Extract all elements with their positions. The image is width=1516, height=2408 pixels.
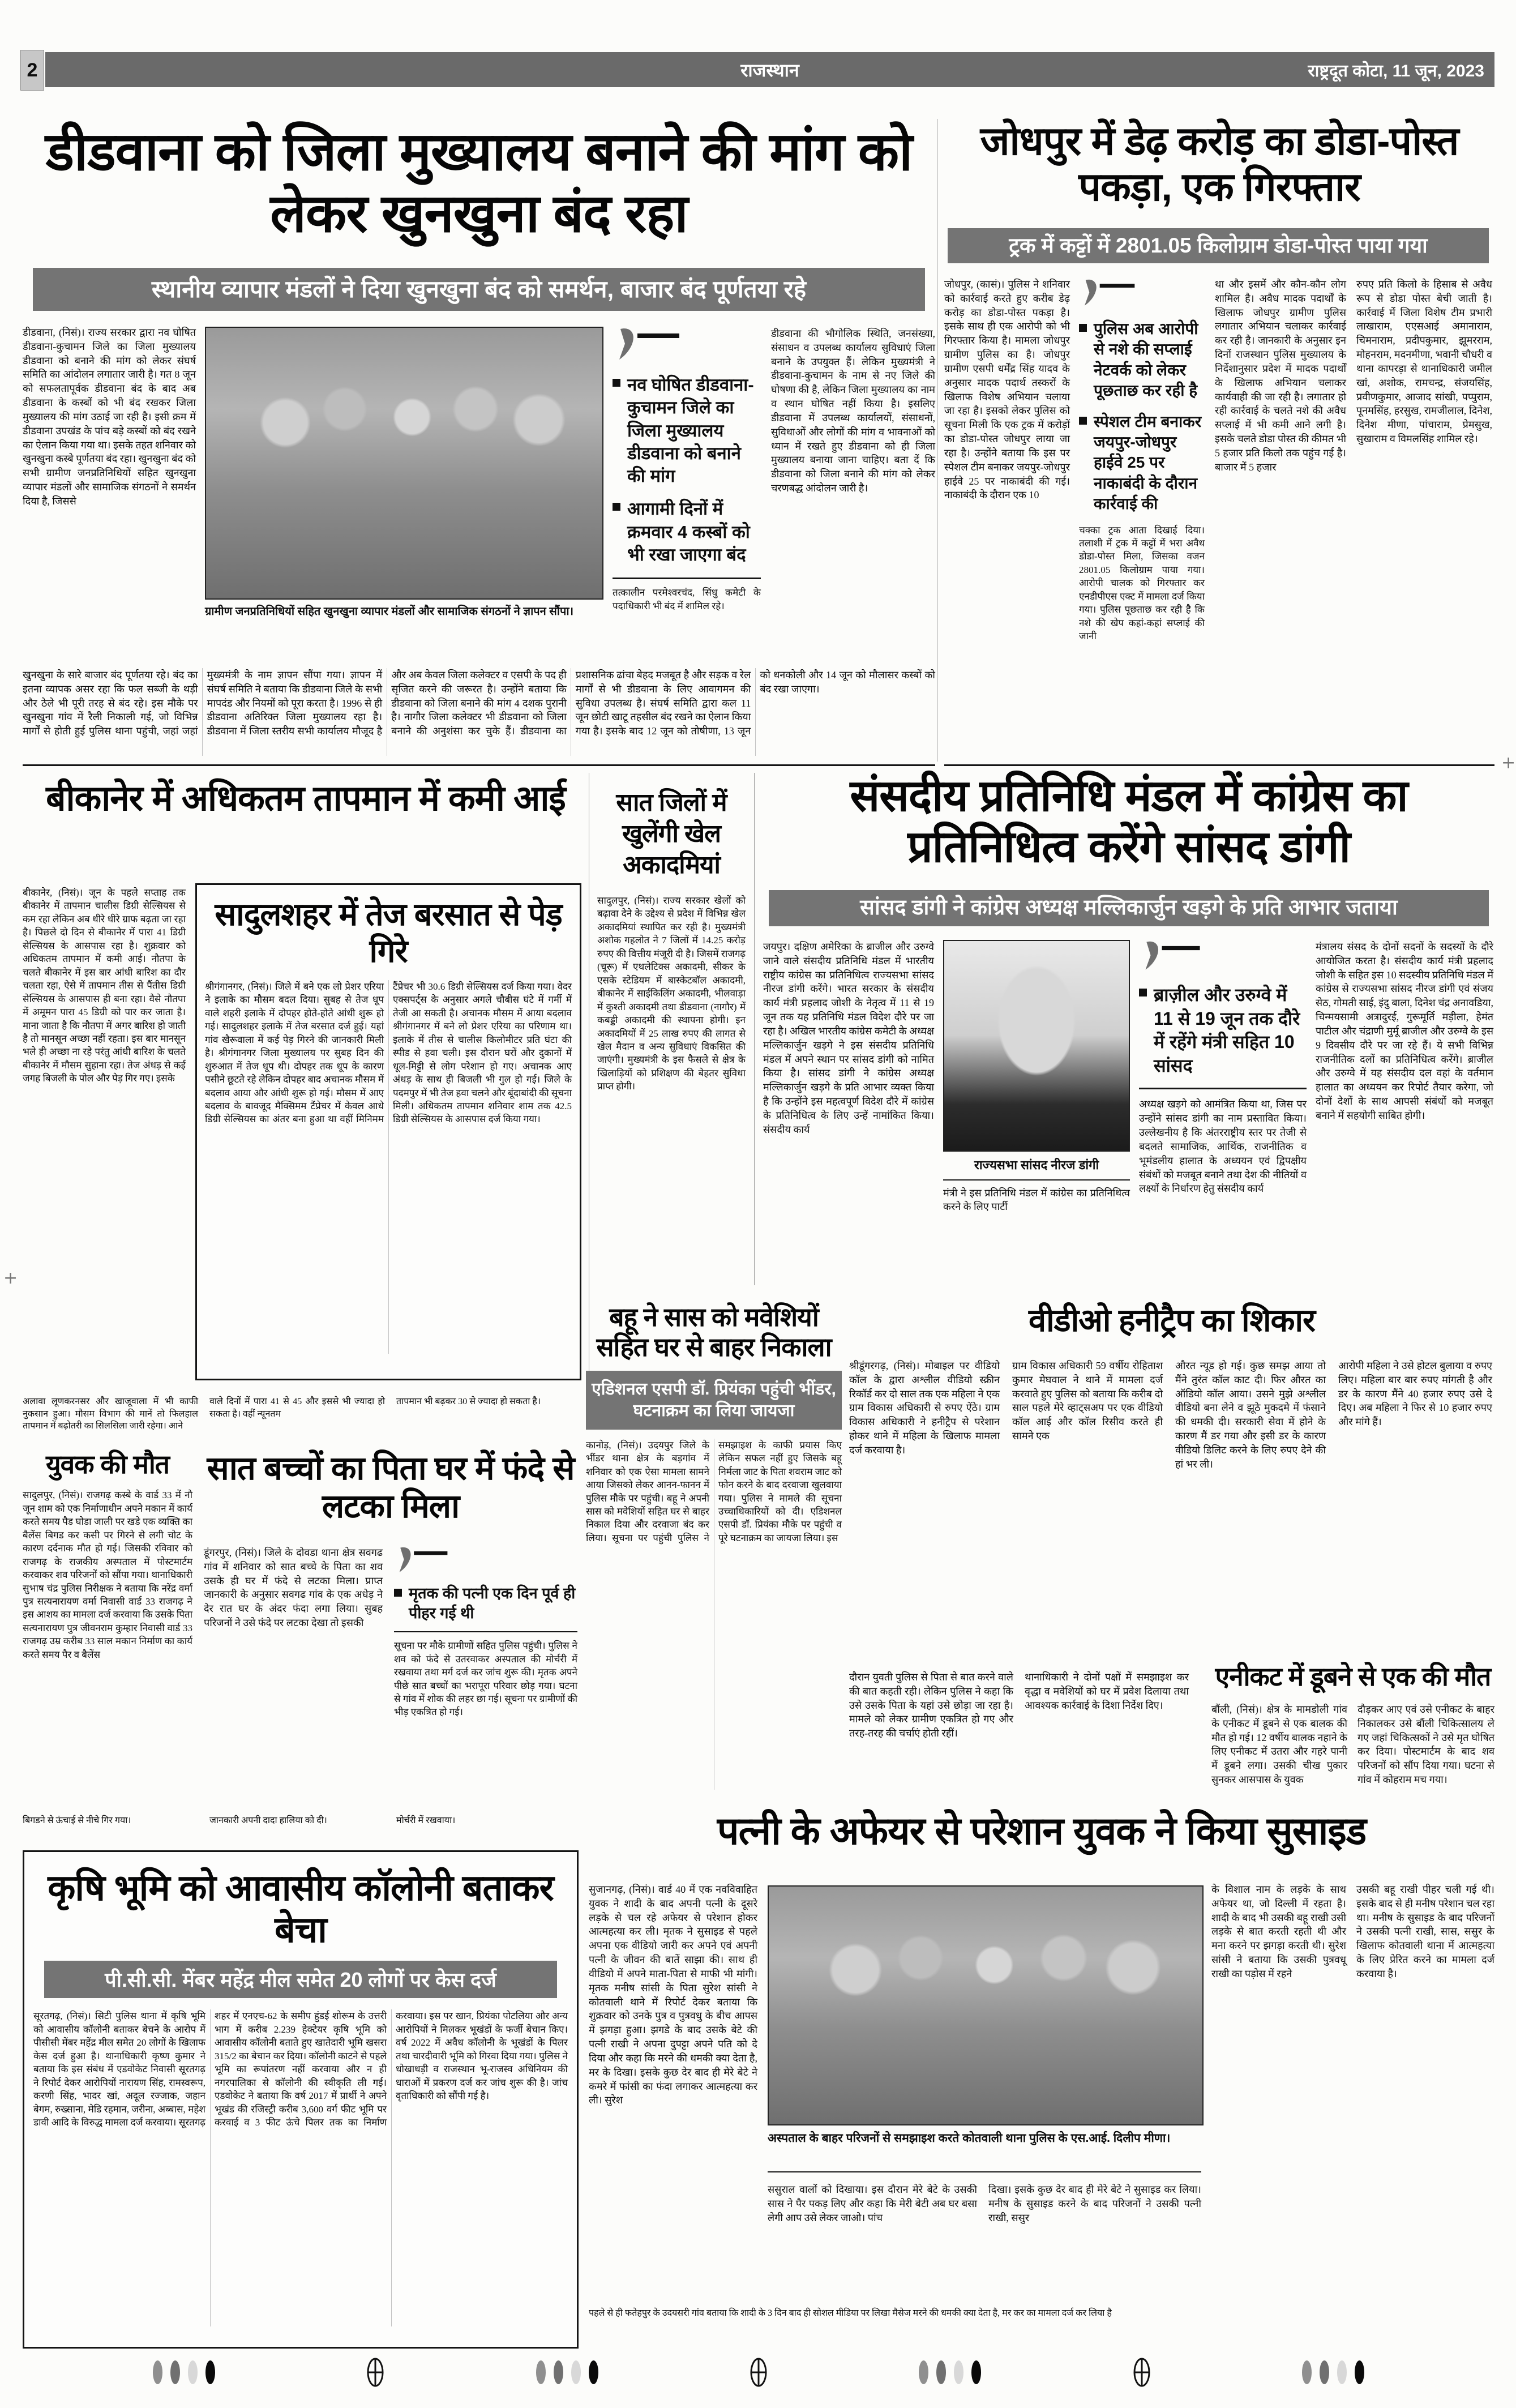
bahu-headline: बहू ने सास को मवेशियों सहित घर से बाहर निकाला — [596, 1302, 832, 1362]
article-khel — [597, 787, 746, 1093]
pointer-arrow-icon — [613, 327, 680, 363]
sadulshahar-headline: सादुलशहर में तेज बरसात से पेड़ गिरे — [215, 896, 562, 969]
bikaner-cont3: तापमान भी बढ़कर 30 से ज्यादा हो सकता है। — [396, 1397, 541, 1406]
pointer-arrow-icon — [1079, 277, 1136, 309]
didwana-headline: डीडवाना को जिला मुख्यालय बनाने की मांग को लेकर खुनखुना बंद रहा — [45, 122, 913, 243]
jodhpur-col2-below: चक्का ट्रक आता दिखाई दिया। तलाशी में ट्रक में कट्टों में भरा अवैध डोडा-पोस्त मिला, जिसका वजन 2801.05 किलोग्राम पाया गया। आरोपी चालक को गिरफ्तार कर एनडीपीएस एक्ट में मामला दर्ज किया गया। पुलिस पूछताछ कर रही है कि नशे की खेप कहां-कहां सप्लाई की जानी — [1079, 524, 1205, 642]
masthead-bar — [45, 52, 1494, 87]
registration-dots — [1302, 2360, 1364, 2384]
anicut-c1: बौंली, (निसं)। क्षेत्र के मामडोली गांव के एनीकट में डूबने से एक बालक की मौत हो गई। 12 वर्षीय बालक नहाने के लिए एनीकट में उतरा और गहरे पानी में डूबने लगा। उसकी चीख पुकार सुनकर आसपास के युवक — [1211, 1704, 1347, 1786]
didwana-subhead — [33, 268, 925, 311]
krishi-c1: सूरतगढ़, (निसं)। सिटी पुलिस थाना में कृषि भूमि को आवासीय कॉलोनी बताकर बेचने के आरोप में पीसीसी मेंबर महेंद्र मील समेत 20 लोगों के खिलाफ केस दर्ज हुआ है। थानाधिकारी कृष्ण कुमार ने बताया कि इस संबंध में एडवोकेट निवासी सूरतगढ़ ने रिपोर्ट देकर आरोपियों नारायण सिंह, रामस्वरूप, करणी सिंह, भादर खां, अदूल रज्जाक, जहान बेगम, रुख्साना, मेडि रहमान, जरीना, अब्बास, महेश डावी आदि के विरुद्ध मामला दर्ज करवाया। सूरतगढ़ शहर में एनएच-62 के — [33, 2011, 288, 2128]
page-number: 2 — [27, 59, 38, 81]
jodhpur-col4: रुपए प्रति किलो के हिसाब से अवैध रूप से डोडा पोस्त बेची जाती है। कार्रवाई में जिला विशेष टीम प्रभारी लाखाराम, एएसआई अमानाराम, चिमनाराम, प्रदीपकुमार, झूमरराम, मोहनराम, मदनमीणा, भवानी चौधरी व थाना कापरड़ा से थानाधिकारी जमील खां, अशोक, रामचन्द्र, संजयसिंह, प्रवीणकुमार, आजाद सांखी, पप्पुराम, पूनमसिंह, हरसुख, रामजीलाल, दिनेश, दिनेश मीणा, पांचाराम, प्रेमसुख, सुखाराम व विमलसिंह शामिल रहे। — [1356, 279, 1492, 445]
jodhpur-headline: जोधपुर में डेढ़ करोड़ का डोडा-पोस्त पकड़ा, एक गिरफ्तार — [980, 119, 1459, 209]
article-dangi — [763, 770, 1494, 1285]
tail-fragment-2: जानकारी अपनी दादा हालिया को दी। — [209, 1816, 327, 1825]
bahu-c4: थानाधिकारी ने दोनों पक्षों में समझाइश कर वृद्धा व मवेशियों को घर में प्रवेश दिलाया तथा आवश्यक कार्रवाई के दिशा निर्देश दिए। — [1025, 1671, 1189, 1711]
bullet-square-icon — [613, 379, 620, 387]
jodhpur-bullet-1: पुलिस अब आरोपी से नशे की सप्लाई नेटवर्क को लेकर पूछताछ कर रही है — [1094, 320, 1198, 400]
didwana-bullet-box — [613, 327, 761, 613]
patni-col1: सुजानगढ़, (निसं)। वार्ड 40 में एक नवविवाहित युवक ने शादी के बाद अपनी पत्नी के दूसरे लड़के से चल रहे अफेयर से परेशान होकर आत्महत्या कर ली। मृतक ने सुसाइड से पहले अपना एक वीडियो जारी कर अपने एवं अपनी पत्नी के जीवन की बातें साझा की। साथ ही वीडियो में अपने माता-पिता से माफी भी मांगी। मृतक मनीष सांसी के पिता सुरेश सांसी ने कोतवाली थाने में रिपोर्ट देकर बताया कि शुक्रवार को उनके पुत्र व पुत्रवधु के बीच आपस में झगड़ा हुआ। झगडे के बाद उसके बेटे की पत्नी राखी ने अपना दुपट्टा अपने पति को दे दिया और कहा कि मरने की धमकी क्या देता है, मर के दिखा। इसके कुछ देर बाद ही मेरे बेटे ने कमरे में फांसी का फंदा लगाकर आत्महत्या कर ली। सुरेश — [589, 1884, 757, 2106]
bahu-body — [586, 1439, 842, 1790]
saat-bullet: मृतक की पत्नी एक दिन पूर्व ही पीहर गई थी — [409, 1585, 576, 1622]
registration-dots — [153, 2360, 215, 2384]
article-krishi — [23, 1850, 579, 2349]
register-cross-icon: + — [3, 1268, 18, 1288]
tail-fragment-3: मोर्चरी में रखवाया। — [396, 1816, 456, 1825]
registration-circle-icon — [366, 2358, 385, 2387]
article-anicut — [1211, 1662, 1494, 1786]
jodhpur-subhead — [948, 228, 1489, 263]
bullet-square-icon — [1079, 324, 1087, 332]
registration-dots — [536, 2360, 598, 2384]
tail-fragment-1: बिगडने से ऊंचाई से नीचे गिर गया। — [23, 1816, 131, 1825]
video-headline: वीडीओ हनीट्रैप का शिकार — [1029, 1302, 1315, 1338]
dangi-photo-col — [943, 940, 1130, 1214]
dangi-col1: जयपुर। दक्षिण अमेरिका के ब्राजील और उरुग्वे जाने वाले संसदीय प्रतिनिधि मंडल में भारतीय राष्ट्रीय कांग्रेस का प्रतिनिधित्व राज्यसभा सांसद नीरज डांगी करेंगे। भारत सरकार के संसदीय कार्य मंत्री प्रहलाद जोशी के नेतृत्व में 11 से 19 जून तक यह प्रतिनिधि मंडल विदेश दौरे पर जा रहा है। अखिल भारतीय कांग्रेस कमेटी के अध्यक्ष मल्लिकार्जुन खड़गे ने इस संसदीय प्रतिनिधि मंडल में अपने स्थान पर सांसद डांगी को नामित किया है। सांसद डांगी ने कांग्रेस अध्यक्ष मल्लिकार्जुन खड़गे के प्रति आभार व्यक्त किया है कि उन्होंने इस महत्वपूर्ण विदेश दौरे में कांग्रेस के प्रतिनिधित्व के लिए उन्हें नामांकित किया। संसदीय कार्य — [763, 941, 934, 1135]
bullet-square-icon — [394, 1589, 402, 1597]
dangi-photo-caption: राज्यसभा सांसद नीरज डांगी — [974, 1158, 1099, 1172]
patni-bottom-line: पहले से ही फतेहपुर के उदयसरी गांव बताया कि शादी के 3 दिन बाद ही सोशल मीडिया पर लिखा मैसेज मरने की धमकी क्या देता है, मर कर का मामला दर्ज कर लिया है — [589, 2308, 1112, 2318]
page-number-box — [20, 50, 44, 91]
registration-circle-icon — [749, 2358, 768, 2387]
didwana-continuation: खुनखुना के सारे बाजार बंद पूर्णतया रहे। बंद का इतना व्यापक असर रहा कि फल सब्जी के थड़ी और ठेले भी पूरी तरह से बंद रहे। इस मौके पर खुनखुना गांव में रैली निकाली गई, जो विभिन्न मार्गों से होती हुई पुलिस थाना पहुंची, जहां जहां मुख्यमंत्री के नाम ज्ञापन सौंपा गया। ज्ञापन में संघर्ष समिति ने बताया कि डीडवाना जिले के सभी मापदंड और नियमों को पूरा करता है। 1996 से ही डीडवाना अतिरिक्त जिला मुख्यालय रहा है। डीडवाना में जिला स्तरीय सभी कार्यालय मौजूद है और अब केवल जिला कलेक्टर व एसपी के पद ही सृजित करने की जरूरत है। उन्होंने बताया कि डीडवाना को जिला बनाने की मांग 4 दशक पुरानी है। नागौर जिला कलेक्टर भी डीडवाना को जिला बनाने की अनुशंसा कर चुके हैं। डीडवाना का प्रशासनिक ढांचा बेहद मजबूत है और सड़क व रेल मार्गों से भी डीडवाना के लिए आवागमन की सुविधा उपलब्ध है। संघर्ष समिति द्वारा कल 11 जून छोटी खाटू तहसील बंद रखने का ऐलान किया गया है। इसके बाद 12 जून को तोषीणा, 13 जून को धनकोली और 14 जून को मौलासर कस्बों को बंद रखा जाएगा। — [23, 669, 935, 737]
article-sadulshahar — [195, 883, 581, 1380]
video-c3: औरत न्यूड हो गई। कुछ समझ आया तो मैंने तुरंत कॉल काट दी। फिर औरत का ऑडियो कॉल आया। उसने मुझे अश्लील वीडियो बना लेने व झूठे मुकदमे में फंसाने की धमकी दी। सरकारी सेवा में होने के कारण मैं डर गया और इसी डर के कारण वीडियो डिलिट करने के लिए रुपए देने की हां भर ली। — [1175, 1360, 1326, 1470]
registration-circle-icon — [1132, 2358, 1151, 2387]
jodhpur-col1: जोधपुर, (कासं)। पुलिस ने शनिवार को कार्रवाई करते हुए करीब डेढ़ करोड़ का डोडा-पोस्त पकड़ा है। इसके साथ ही एक आरोपी को भी गिरफ्तार किया है। मामला जोधपुर ग्रामीण पुलिस का है। जोधपुर ग्रामीण एसपी धर्मेंद्र सिंह यादव के अनुसार मादक पदार्थ तस्करों के खिलाफ विशेष अभियान चलाया जा रहा है। इसको लेकर पुलिस को सूचना मिली कि एक ट्रक में करोड़ों का डोडा-पोस्त जोधपुर लाया जा रहा है। उन्होंने बताया कि इस पर स्पेशल टीम बनाकर जयपुर-जोधपुर हाईवे 25 पर नाकाबंदी की गई। नाकाबंदी के दौरान एक 10 — [944, 279, 1070, 501]
didwana-photo-caption: ग्रामीण जनप्रतिनिधियों सहित खुनखुना व्यापार मंडलों और सामाजिक संगठनों ने ज्ञापन सौंपा। — [205, 605, 574, 618]
edition-date: राष्ट्रदूत कोटा, 11 जून, 2023 — [1308, 61, 1484, 80]
dangi-under-photo: मंत्री ने इस प्रतिनिधि मंडल में कांग्रेस का प्रतिनिधित्व करने के लिए पार्टी — [943, 1187, 1130, 1213]
bikaner-headline: बीकानेर में अधिकतम तापमान में कमी आई — [46, 779, 566, 818]
pointer-arrow-icon — [394, 1546, 448, 1575]
saat-headline: सात बच्चों का पिता घर में फंदे से लटका मिला — [207, 1450, 575, 1525]
article-yuvak — [23, 1449, 192, 1661]
patni-photo — [768, 1885, 1204, 2125]
article-video — [849, 1302, 1494, 1470]
bahu-c3: दौरान युवती पुलिस से पिता से बात करने वाले की बात कहती रही। लेकिन पुलिस ने कहा कि उसे उसके पिता के यहां उसे छोड़ा जा रहा है। मामले को लेकर ग्रामीण एकत्रित हो गए और तरह-तरह की चर्चाएं होती रहीं। — [849, 1671, 1013, 1739]
jodhpur-col3: था और इसमें और कौन-कौन लोग शामिल है। अवैध मादक पदार्थों के खिलाफ जोधपुर ग्रामीण पुलिस लगातार अभियान चलाकर कार्रवाई कर रही है। जानकारी के अनुसार इन दिनों राजस्थान पुलिस मुख्यालय के निर्देशानुसार प्रदेश में मादक पदार्थों के खिलाफ अभियान चलाकर कार्यवाही की जा रही है। लगातार हो रही कार्रवाई के चलते नशे की अवैध सप्लाई में भी कमी आने लगी है। इसके चलते डोडा पोस्त की कीमत भी 5 हजार प्रति किलो तक पहुंच गई है। बाजार में 5 हजार — [1215, 279, 1346, 473]
bahu-c2: काफी प्रयास किए लेकिन सफल नहीं हुए जिसके बहू निर्मला जाट के पिता शवराम जाट को फोन करने के बाद दरवाजा खुलवाया गया। पुलिस ने मामले की सूचना उच्चाधिकारियों को दी। एडिशनल एसपी डॉ. प्रियंका मौके पर पहुंची व पूरे घटनाक्रम का जायजा लिया। इस — [718, 1439, 842, 1543]
dangi-bullet: ब्राज़ील और उरुग्वे में 11 से 19 जून तक दौरे में रहेंगे मंत्री सहित 10 सांसद — [1154, 985, 1300, 1076]
didwana-bullet-2: आगामी दिनों में क्रमवार 4 कस्बों को भी रखा जाएगा बंद — [627, 499, 750, 565]
article-saat — [204, 1449, 577, 1718]
jodhpur-bullet-2: स्पेशल टीम बनाकर जयपुर-जोधपुर हाईवे 25 पर नाकाबंदी के दौरान कार्रवाई की — [1094, 412, 1202, 513]
bahu-subhead — [586, 1371, 842, 1430]
patni-mid2: दिखा। इसके कुछ देर बाद ही मेरे बेटे ने सुसाइड कर लिया। मनीष के सुसाइड करने के बाद परिजनों ने उसकी पत्नी राखी, ससुर — [988, 2184, 1201, 2223]
dangi-col4: मंत्रालय संसद के दोनों सदनों के सदस्यों के दौरे आयोजित करता है। संसदीय कार्य मंत्री प्रहलाद जोशी के सहित इस 10 सदस्यीय प्रतिनिधि मंडल में कांग्रेस से राज्यसभा सांसद नीरज डांगी एवं संजय सेठ, गोमती साई, इंदु बाला, दिनेश चंद्र अनावडिया, चिन्मयसामी अत्रादुरई, गुरूमूर्ति मड़ीला, हेमंत पाटील और चंद्राणी मुर्मू ब्राजील और उरुग्वे के इस 9 दिवसीय दौरे पर जा रहे हैं। ये सभी विभिन्न राजनीतिक दलों का प्रतिनिधित्व करेंगे। ब्राजील और उरुग्वे में यह संसदीय दल वहां के वर्तमान हालात का अध्ययन कर रिपोर्ट तैयार करेगा, जो दोनों देशों के साथ आपसी संबंधों को मजबूत बनाने में सहयोगी साबित होगी। — [1316, 941, 1493, 1121]
register-cross-icon: + — [1501, 753, 1516, 773]
article-jodhpur — [944, 116, 1494, 766]
krishi-body — [33, 2009, 568, 2326]
patni-headline: पत्नी के अफेयर से परेशान युवक ने किया सुसाइड — [717, 1810, 1367, 1853]
krishi-subhead — [44, 1961, 557, 1998]
article-didwana — [23, 116, 935, 766]
krishi-headline: कृषि भूमि को आवासीय कॉलोनी बताकर बेचा — [48, 1867, 554, 1951]
pointer-arrow-icon — [1139, 940, 1201, 973]
column-divider — [754, 773, 755, 1285]
yuvak-body: सादुलपुर, (निसं)। राजगढ़ कस्बे के वार्ड 33 में नौ जून शाम को एक निर्माणाधीन अपने मकान में कार्य करते समय पैड घोडा जाली पर खडे एक व्यक्ति का बैलेंस बिगड कर कसी पर गिरने से लगी चोट के कारण दर्दनाक मौत हो गई। जिसकी रविवार को राजगढ़ के राजकीय अस्पताल में पोस्टमार्टम करवाकर शव परिजनों को सौंपा गया। थानाधिकारी सुभाष चंद्र पुलिस निरीक्षक ने बताया कि नरेंद्र वर्मा पुत्र सत्यनारायण वर्मा निवासी वार्ड 33 राजगढ़ ने इस आशय का मामला दर्ज करवाया कि उसके पिता सत्यनारायण पुत्र जीवनराम कुम्हार निवासी वार्ड 33 राजगढ़ उम्र करीब 33 साल मकान निर्माण का कार्य करते समय पैर व बैलेंस — [23, 1490, 192, 1660]
saat-c1: डूंगरपुर, (निसं)। जिले के दोवडा थाना क्षेत्र सवगढ गांव में शनिवार को सात बच्चे के पिता का शव उसके ही घर में फंदे से लटका मिला। प्राप्त जानकारी के अनुसार सवगढ गांव के एक अधेड़ ने देर रात घर के अंदर फंदा लगा लिया। सुबह परिजनों ने उसे फंदे पर लटका देखा तो इसकी — [204, 1547, 383, 1629]
saat-c2: सूचना पर मौके ग्रामीणों सहित पुलिस पहुंची। पुलिस ने शव को फंदे से उतरवाकर अस्पताल की मोर्चरी में रखवाया तथा मर्ग दर्ज कर जांच शुरू की। मृतक अपने पीछे सात बच्चों का भरापूरा परिवार छोड़ गया। घटना से गांव में शोक की लहर छा गई। सूचना पर ग्रामीणों की भीड़ एकत्रित हो गई। — [394, 1640, 577, 1718]
khel-headline: सात जिलों में खुलेंगी खेल अकादमियां — [616, 789, 727, 879]
didwana-col5: डीडवाना की भौगोलिक स्थिति, जनसंख्या, संसाधन व उपलब्ध कार्यालय सुविधाएं जिला बनाने के उपयुक्त हैं। लेकिन मुख्यमंत्री ने डीडवाना-कुचामन के नाम से नए जिले की घोषणा की है, लेकिन जिला मुख्यालय का नाम व स्थान घोषित नहीं किया है। इसलिए डीडवाना में उपलब्ध कार्यालयों, संसाधनों, सुविधाओं और लोगों की मांग व भावनाओं को ध्यान में रखते हुए डीडवाना को ही जिला मुख्यालय बनाया जाना चाहिए। बता दें कि डीडवाना को जिला बनाने की मांग को लेकर चरणबद्ध आंदोलन जारी है। — [771, 328, 935, 494]
patni-col4: के विशाल नाम के लड़के के साथ अफेयर था, जो दिल्ली में रहता है। शादी के बाद भी उसकी बहू राखी उसी लड़के से बात करती रहती थी और मना करने पर झगड़ा करती थी। सुरेश सांसी ने बताया कि उसकी पुत्रवधू राखी का पड़ोस में रहने — [1211, 1884, 1346, 1979]
didwana-subhead-text: स्थानीय व्यापार मंडलों ने दिया खुनखुना बंद को समर्थन, बाजार बंद पूर्णतया रहे — [151, 275, 807, 302]
video-c4: आरोपी महिला ने उसे होटल बुलाया व रुपए लिए। महिला बार बार रुपए मांगती है और डर के कारण मैंने 40 हजार रुपए उसे दे दिए। अब महिला ने फिर से 10 हजार रुपए और मांगे हैं। — [1338, 1360, 1492, 1428]
bullet-square-icon — [1079, 417, 1087, 425]
page-header — [20, 52, 1494, 87]
dangi-subhead-text: सांसद डांगी ने कांग्रेस अध्यक्ष मल्लिकार्जुन खड़गे के प्रति आभार जताया — [860, 896, 1398, 920]
saat-right-col — [394, 1546, 577, 1719]
bullet-square-icon — [613, 503, 620, 511]
article-bahu — [586, 1302, 842, 1806]
didwana-bullet-1: नव घोषित डीडवाना-कुचामन जिले का जिला मुख्यालय डीडवाना को बनाने की मांग — [627, 375, 754, 486]
print-marks — [153, 2355, 1364, 2389]
khel-body: सादुलपुर, (निसं)। राज्य सरकार खेलों को बढ़ावा देने के उद्देश्य से प्रदेश में विभिन्न खेल अकादमियां स्थापित कर रही है। मुख्यमंत्री अशोक गहलोत ने 7 जिलों में 14.25 करोड़ रुपए की वित्तीय मंजूरी दी है। जिसमें राजगढ़ (चूरू) में एथलेटिक्स अकादमी, सीकर के एसके स्टेडियम में बास्केटबॉल अकादमी, बीकानेर में साईकिलिंग अकादमी, भीलवाड़ा में कुश्ती अकादमी तथा डीडवाना (नागौर) में कबड्डी अकादमी की स्थापना होगी। इन अकादमियों में 25 लाख रुपए की लागत से खेल मैदान व अन्य सुविधाएं विकसित की जाएंगी। मुख्यमंत्री के इस फैसले से क्षेत्र के खिलाड़ियों को प्रशिक्षण की बेहतर सुविधा प्राप्त होगी। — [597, 895, 746, 1092]
article-patni — [589, 1809, 1494, 2347]
patni-mid1: ससुराल वालों को दिखाया। इस दौरान मेरे बेटे के उसकी सास ने पैर पकड़ लिए और कहा कि मेरी बेटी अब घर बसा लेगी आप उसे लेकर जाओ। पांच — [768, 2184, 977, 2223]
bikaner-cont2: वाले दिनों में पारा 41 से 45 और इससे भी ज्यादा हो सकता है। वहीं न्यूनतम — [209, 1397, 385, 1419]
section-title: राजस्थान — [740, 59, 799, 80]
video-c2: ग्राम विकास अधिकारी 59 वर्षीय रोहिताश कुमार मेघवाल ने थाने में मामला दर्ज करवाते हुए पुलिस को बताया कि करीब दो साल पहले मेरे व्हाट्सअप पर एक वीडियो कॉल आई और कॉल रिसीव करते ही सामने एक — [1012, 1360, 1163, 1442]
bahu-subhead-text: एडिशनल एसपी डॉ. प्रियंका पहुंची भींडर, घटनाक्रम का लिया जायजा — [592, 1380, 836, 1420]
bahu-c1: कानोड़, (निसं)। उदयपुर जिले के भींडर थाना क्षेत्र के बड़गांव में शनिवार को एक ऐसा मामला सामने आया जिसको लेकर आनन-फानन में पुलिस मौके पर पहुंची। बहू ने अपनी सास को मवेशियों सहित घर से बाहर निकाल दिया और दरवाजा बंद कर लिया। सूचना पर पहुंची पुलिस ने समझाइश के — [586, 1439, 766, 1543]
registration-dots — [919, 2360, 981, 2384]
bullet-square-icon — [1139, 989, 1147, 996]
dangi-col3b: अध्यक्ष खड़गे को आमंत्रित किया था, जिस पर उन्होंने सांसद डांगी का नाम प्रस्तावित किया। उल्लेखनीय है कि अंतरराष्ट्रीय स्तर पर तेजी से बदलते सामाजिक, आर्थिक, राजनीतिक व भूमंडलीय हालात के अध्ययन एवं द्विपक्षीय संबंधों को मजबूत बनाने तथा देश की नीतियों व लक्ष्यों के निर्धारण हेतु संसदीय कार्य — [1139, 1098, 1307, 1195]
bikaner-lead: बीकानेर, (निसं)। जून के पहले सप्ताह तक बीकानेर में तापमान चालीस डिग्री सेल्सियस से कम रहा लेकिन अब धीरे धीरे ग्राफ बढ़ता जा रहा है। पिछले दो दिन से बीकानेर में पारा 41 डिग्री सेल्सियस के आसपास रहा है। शुक्रवार को अधिकतम तापमान में कमी आई। नौतपा के चलते बीकानेर में इस बार आंधी बारिश का दौर चलता रहा, ऐसे में तापमान तीस से पैंतीस डिग्री सेल्सियस के आसपास ही बना रहा। वैसे नौतपा में अमूमन पारा 45 डिग्री को पार कर जाता है। माना जाता है कि नौतपा में अगर बारिश हो जाती है तो मानसून अच्छा नहीं रहता। इस बार मानसून भले ही अच्छा ना रहे परंतु आंधी बारिश के चलते बीकानेर में मौसम सुहाना रहा। तेज अंधड़ से कई जगह बिजली के पोल और पेड़ गिर गए। इसके — [23, 887, 186, 1084]
video-c1: श्रीडूंगरगढ़, (निसं)। मोबाइल पर वीडियो कॉल के द्वारा अश्लील वीडियो स्क्रीन रिकॉर्ड कर दो साल तक एक महिला ने एक ग्राम विकास अधिकारी से रुपए ऐंठे। ग्राम विकास अधिकारी ने हनीट्रैप से परेशान होकर थाने में महिला के खिलाफ मामला दर्ज करवाया है। — [849, 1360, 1000, 1456]
patni-photo-caption: अस्पताल के बाहर परिजनों से समझाइश करते कोतवाली थाना पुलिस के एस.आई. दिलीप मीणा। — [768, 2132, 1171, 2145]
dangi-bullet-col — [1139, 940, 1307, 1196]
krishi-subhead-text: पी.सी.सी. मेंबर महेंद्र मील समेत 20 लोगों पर केस दर्ज — [105, 1968, 496, 1991]
jodhpur-subhead-text: ट्रक में कट्टों में 2801.05 किलोग्राम डोडा-पोस्त पाया गया — [1009, 233, 1428, 257]
sadulshahar-body: श्रीगंगानगर, (निसं)। जिले में बने एक लो प्रेशर एरिया ने इलाके का मौसम बदल दिया। सुबह से तेज धूप वाले शहरी इलाके में दोपहर होते-होते आंधी शुरू हो गई। सादुलशहर इलाके में तेज बरसात दर्ज हुई। यहां गांव खैरूवाला में कई पेड़ गिरने की जानकारी मिली है। श्रीगंगानगर जिला मुख्यालय पर सुबह दिन की शुरुआत में तेज धूप थी। दोपहर तक धूप के कारण पसीने छूटते रहे लेकिन दोपहर बाद अचानक मौसम में बदलाव आया और आंधी शुरू हो गई। मौसम में आए बदलाव के बावजूद मैक्सिमम टैंप्रेचर में केवल आधे डिग्री सेल्सियस का अंतर बना हुआ था वहीं मिनिमम टैंप्रेचर भी 30.6 डिग्री सेल्सियस दर्ज किया गया। वेदर एक्सपर्ट्स के अनुसार अगले चौबीस घंटे में गर्मी में तेजी आ सकती है। अचानक मौसम में आया बदलाव श्रीगंगानगर में बने लो प्रेशर एरिया का परिणाम था। इलाके में तीस से चालीस किलोमीटर प्रति घंटा की स्पीड से हवा चली। इस दौरान घरों और दुकानों में धूल-मिट्टी से लोग परेशान हो गए। अचानक आए अंधड़ के साथ ही बिजली भी गुल हो गई। जिले के पदमपुर में भी तेज हवा चलने और बूंदाबांदी की सूचना मिली। अधिकतम तापमान शनिवार शाम तक 42.5 डिग्री सेल्सियस के आसपास दर्ज किया गया। — [205, 981, 572, 1125]
didwana-col1: डीडवाना, (निसं)। राज्य सरकार द्वारा नव घोषित डीडवाना-कुचामन जिले का जिला मुख्यालय डीडवाना को बनाने की मांग को लेकर संघर्ष समिति का आंदोलन लगातार जारी है। गत 8 जून को सफलतापूर्वक डीडवाना बंद के बाद अब डीडवाना के कस्बों को भी बंद रखकर जिला मुख्यालय की मांग उठाई जा रही है। इसी क्रम में डीडवाना उपखंड के पांच बड़े कस्बों को बंद रखने का ऐलान किया गया था। इसके तहत शनिवार को खुनखुना कस्बे पूर्णतया बंद रहा। खुनखुना बंद को सभी ग्रामीण जनप्रतिनिधियों सहित खुनखुना व्यापार मंडलों और सामाजिक संगठनों ने समर्थन दिया है, जिससे — [23, 327, 196, 507]
patni-col5: उसकी बहू राखी पीहर चली गई थी। इसके बाद से ही मनीष परेशान चल रहा था। मनीष के सुसाइड के बाद परिजनों ने उसकी पत्नी राखी, सास, ससुर के खिलाफ कोतवाली थाना में आत्महत्या के लिए प्रेरित करने का मामला दर्ज करवाया है। — [1356, 1884, 1494, 1979]
yuvak-headline: युवक की मौत — [45, 1449, 170, 1479]
dangi-subhead — [769, 890, 1489, 926]
didwana-photo — [205, 327, 603, 600]
didwana-bullet-foot: तत्कालीन परमेश्वरचंद, सिंधु कमेटी के पदाधिकारी भी बंद में शामिल रहे। — [613, 587, 761, 611]
krishi-c2: समीप हुंडई शोरूम के उत्तरी भाग में करीब 2.239 हेक्टेयर कृषि भूमि को आवासीय कॉलोनी बताते हुए खातेदारी भूमि खसरा 315/2 का बेचान कर दिया। कॉलोनी काटने से पहले भूमि का रूपांतरण नहीं करवाया और न ही नगरपालिका से कॉलोनी की स्वीकृति ली गई। एडवोकेट ने बताया कि वर्ष 2017 में प्रार्थी ने अपने भूखंड की रजिस्ट्री करीब 3,600 वर्ग फीट भूमि पर करवाई व 3 फीट ऊंचे पिलर तक का निर्माण करवाया। इस पर — [215, 2011, 453, 2128]
anicut-c2: दौड़कर आए एवं उसे एनीकट के बाहर निकालकर उसे बौंली चिकित्सालय ले गए जहां चिकित्सकों ने उसे मृत घोषित कर दिया। पोस्टमार्टम के बाद शव परिजनों को सौंप दिया गया। घटना से गांव में कोहराम मच गया। — [1357, 1704, 1494, 1786]
jodhpur-bullet-col — [1079, 277, 1205, 643]
dangi-headline: संसदीय प्रतिनिधि मंडल में कांग्रेस का प्रतिनिधित्व करेंगे सांसद डांगी — [850, 771, 1408, 872]
dangi-photo — [943, 940, 1130, 1152]
krishi-c3: खान, प्रियंका पोटलिया और अन्य आरोपियों ने मिलकर भूखंडों के फर्जी बेचान किए। वर्ष 2022 में अवैध कॉलोनी के भूखंडों के पिलर तथा चारदीवारी भूमि को गिरवा दिया गया। पुलिस ने धोखाधड़ी व राजस्थान भू-राजस्व अधिनियम की धाराओं में प्रकरण दर्ज कर जांच शुरू की है। जांच वृताधिकारी को सौंपी गई है। — [396, 2011, 568, 2102]
bikaner-cont1: अलावा लूणकरनसर और खाजूवाला में भी काफी नुकसान हुआ। मौसम विभाग की मानें तो फिलहाल तापमान में बढ़ोतरी का सिलसिला जारी रहेगा। आने — [23, 1397, 198, 1431]
anicut-headline: एनीकट में डूबने से एक की मौत — [1215, 1662, 1491, 1691]
